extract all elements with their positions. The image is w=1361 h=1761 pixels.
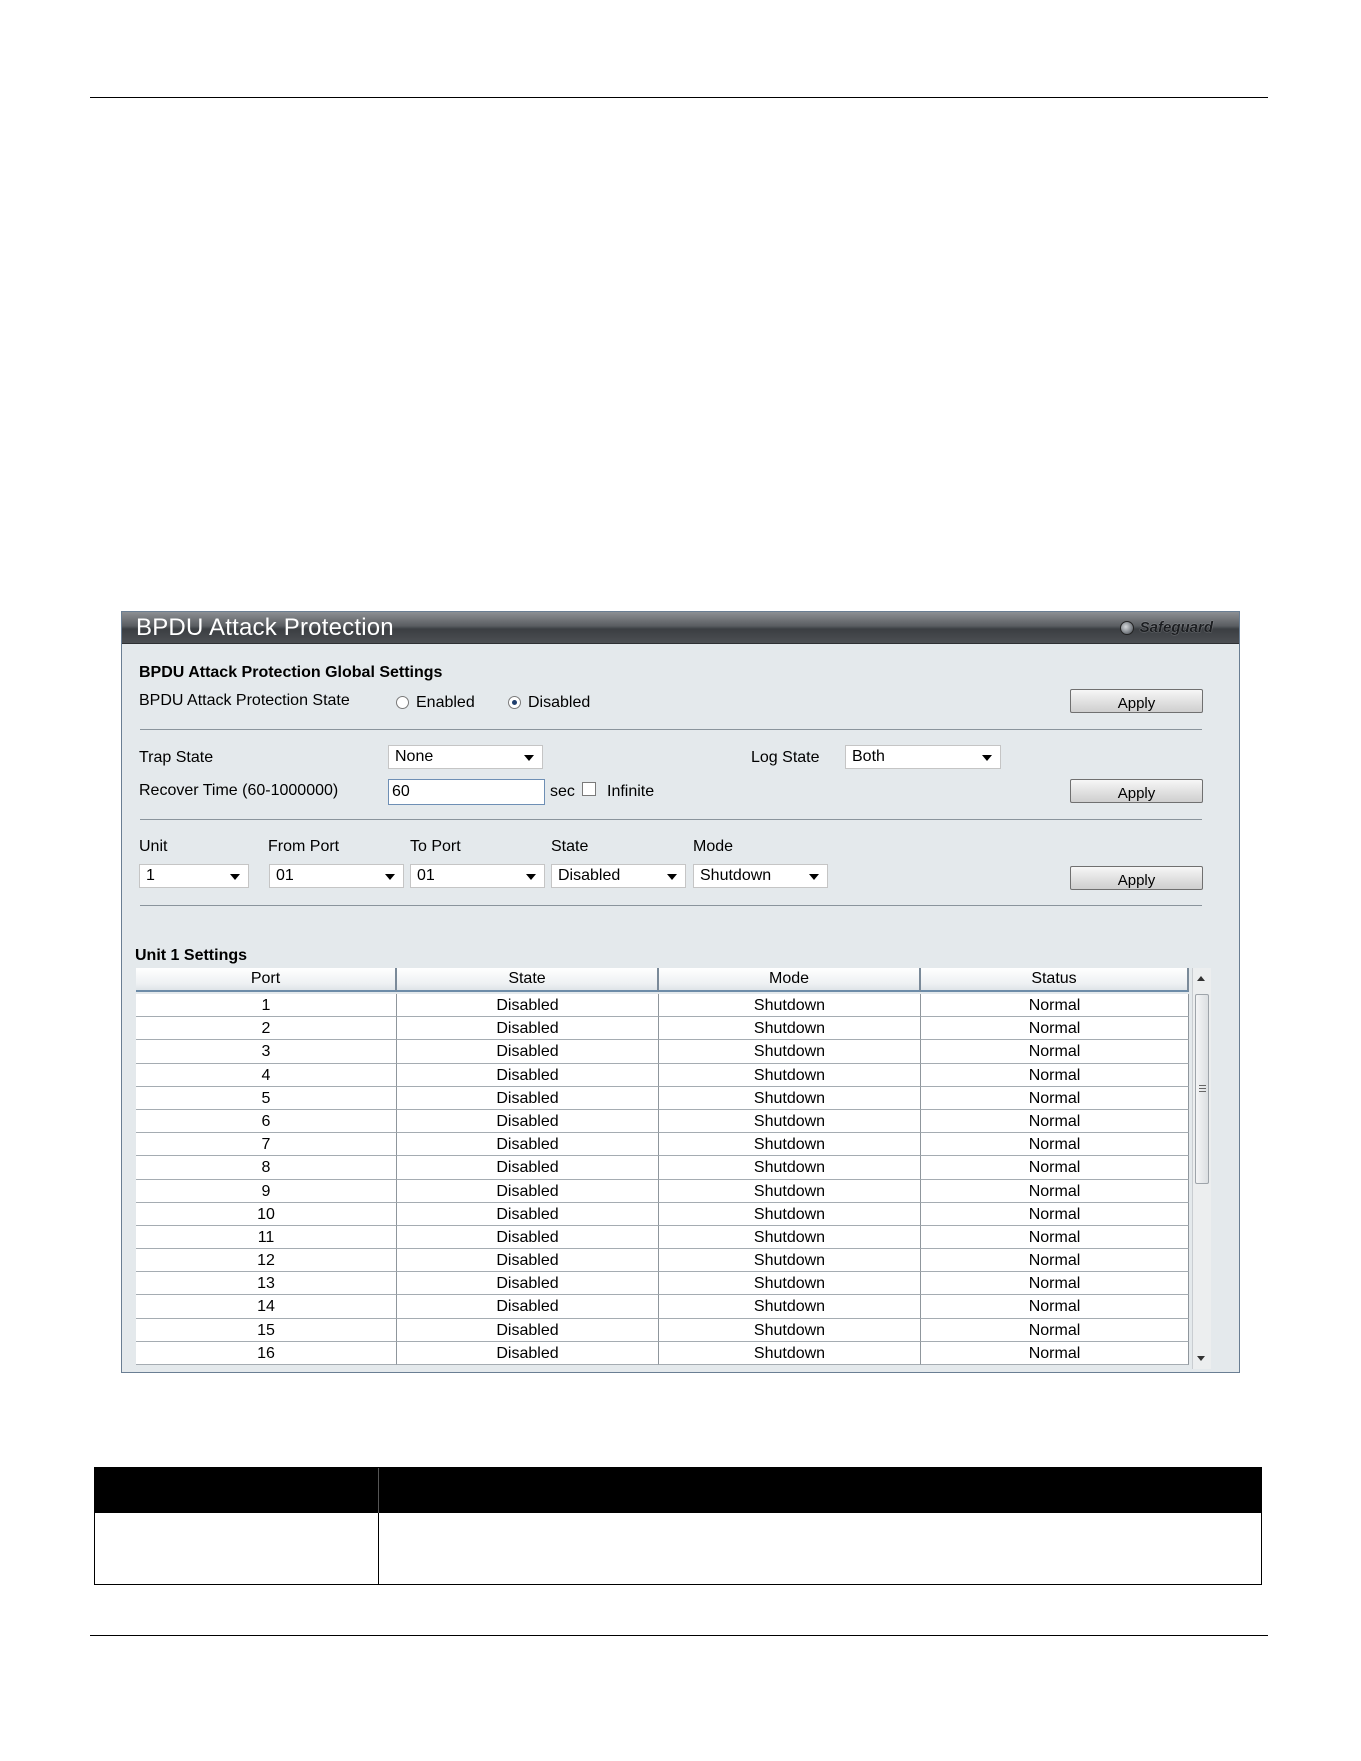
port-cell: 11 [136, 1226, 397, 1249]
global-settings-heading: BPDU Attack Protection Global Settings [139, 664, 443, 681]
chevron-down-icon [524, 755, 534, 761]
recover-time-label: Recover Time (60-1000000) [139, 782, 339, 799]
state-cell: Disabled [397, 1226, 659, 1249]
table-row[interactable] [136, 1064, 1189, 1087]
table-row[interactable] [136, 1249, 1189, 1272]
mode-cell: Shutdown [659, 1249, 921, 1272]
mode-cell: Shutdown [659, 1064, 921, 1087]
description-table-header [95, 1468, 1261, 1513]
log-state-value: Both [852, 748, 885, 765]
mode-cell: Shutdown [659, 1226, 921, 1249]
to-port-value: 01 [417, 867, 435, 884]
status-cell: Normal [921, 994, 1189, 1017]
state-cell: Disabled [397, 1272, 659, 1295]
table-row[interactable] [136, 1319, 1189, 1342]
state-cell: Disabled [397, 1295, 659, 1318]
enabled-radio[interactable] [396, 696, 409, 709]
table-row[interactable] [136, 1156, 1189, 1179]
table-row[interactable] [136, 1087, 1189, 1110]
from-port-select[interactable] [269, 864, 404, 888]
disabled-radio-label[interactable]: Disabled [528, 694, 591, 711]
state-select[interactable] [551, 864, 686, 888]
safeguard-label: Safeguard [1139, 619, 1213, 636]
mode-cell: Shutdown [659, 1272, 921, 1295]
bpdu-attack-protection-panel [121, 611, 1240, 1373]
mode-cell: Shutdown [659, 1295, 921, 1318]
safeguard-badge [1120, 619, 1213, 636]
mode-cell: Shutdown [659, 1133, 921, 1156]
status-cell: Normal [921, 1017, 1189, 1040]
trap-state-value: None [395, 748, 434, 765]
scrollbar-thumb[interactable] [1195, 994, 1209, 1184]
from-port-value: 01 [276, 867, 294, 884]
chevron-down-icon [526, 874, 536, 880]
state-cell: Disabled [397, 1249, 659, 1272]
state-cell: Disabled [397, 1040, 659, 1063]
column-divider [378, 1468, 379, 1513]
recover-time-input[interactable]: 60 [388, 779, 545, 805]
status-cell: Normal [921, 1295, 1189, 1318]
table-scrollbar[interactable] [1192, 968, 1211, 1369]
status-cell: Normal [921, 1203, 1189, 1226]
mode-cell: Shutdown [659, 1156, 921, 1179]
column-header-state[interactable]: State [397, 968, 659, 992]
status-cell: Normal [921, 1040, 1189, 1063]
trap-log-apply-button[interactable]: Apply [1070, 779, 1203, 803]
disabled-radio[interactable] [508, 696, 521, 709]
from-port-label: From Port [268, 838, 340, 855]
state-cell: Disabled [397, 1087, 659, 1110]
mode-cell: Shutdown [659, 1180, 921, 1203]
table-row[interactable] [136, 1110, 1189, 1133]
chevron-down-icon [385, 874, 395, 880]
table-row[interactable] [136, 994, 1189, 1017]
mode-cell: Shutdown [659, 1110, 921, 1133]
chevron-down-icon [809, 874, 819, 880]
separator [140, 905, 1202, 906]
panel-header [122, 612, 1239, 644]
port-cell: 6 [136, 1110, 397, 1133]
table-row[interactable] [136, 1180, 1189, 1203]
trap-state-label: Trap State [139, 749, 214, 766]
safeguard-indicator-icon [1120, 621, 1134, 635]
bottom-rule [90, 1635, 1268, 1636]
state-cell: Disabled [397, 1319, 659, 1342]
state-cell: Disabled [397, 1017, 659, 1040]
state-cell: Disabled [397, 1156, 659, 1179]
port-cell: 4 [136, 1064, 397, 1087]
state-cell: Disabled [397, 1180, 659, 1203]
port-cell: 8 [136, 1156, 397, 1179]
mode-select[interactable] [693, 864, 828, 888]
status-cell: Normal [921, 1180, 1189, 1203]
chevron-down-icon [982, 755, 992, 761]
status-cell: Normal [921, 1319, 1189, 1342]
infinite-label[interactable]: Infinite [607, 783, 655, 800]
port-cell: 13 [136, 1272, 397, 1295]
state-cell: Disabled [397, 1133, 659, 1156]
state-cell: Disabled [397, 1110, 659, 1133]
status-cell: Normal [921, 1249, 1189, 1272]
to-port-select[interactable] [410, 864, 545, 888]
port-cell: 14 [136, 1295, 397, 1318]
unit-value: 1 [146, 867, 155, 884]
status-cell: Normal [921, 1272, 1189, 1295]
column-header-port[interactable]: Port [136, 968, 397, 992]
status-cell: Normal [921, 1156, 1189, 1179]
scroll-up-arrow-icon[interactable] [1197, 976, 1205, 981]
state-label: State [551, 838, 589, 855]
mode-cell: Shutdown [659, 1203, 921, 1226]
chevron-down-icon [230, 874, 240, 880]
chevron-down-icon [667, 874, 677, 880]
log-state-label: Log State [751, 749, 820, 766]
port-settings-apply-button[interactable]: Apply [1070, 866, 1203, 890]
table-row[interactable] [136, 1226, 1189, 1249]
mode-cell: Shutdown [659, 1319, 921, 1342]
status-cell: Normal [921, 1133, 1189, 1156]
separator [140, 819, 1202, 820]
unit-label: Unit [139, 838, 168, 855]
status-cell: Normal [921, 1110, 1189, 1133]
log-state-select[interactable] [845, 745, 1001, 769]
scroll-down-arrow-icon[interactable] [1197, 1356, 1205, 1361]
table-row[interactable] [136, 1342, 1189, 1365]
port-cell: 10 [136, 1203, 397, 1226]
unit-settings-table-body [136, 994, 1189, 1369]
description-table [94, 1467, 1262, 1585]
trap-state-select[interactable] [388, 745, 543, 769]
state-value: Disabled [558, 867, 621, 884]
status-cell: Normal [921, 1226, 1189, 1249]
table-row[interactable] [136, 1017, 1189, 1040]
infinite-checkbox[interactable] [582, 782, 596, 796]
table-row[interactable] [136, 1203, 1189, 1226]
top-rule [90, 97, 1268, 98]
mode-cell: Shutdown [659, 1040, 921, 1063]
column-header-status[interactable]: Status [921, 968, 1189, 992]
port-cell: 15 [136, 1319, 397, 1342]
table-header [136, 968, 1189, 992]
port-cell: 1 [136, 994, 397, 1017]
port-cell: 12 [136, 1249, 397, 1272]
port-cell: 16 [136, 1342, 397, 1365]
mode-cell: Shutdown [659, 1017, 921, 1040]
unit-select[interactable] [139, 864, 249, 888]
panel-title: BPDU Attack Protection [136, 614, 394, 641]
mode-label: Mode [693, 838, 734, 855]
table-row[interactable] [136, 1133, 1189, 1156]
protection-state-label: BPDU Attack Protection State [139, 692, 350, 709]
state-cell: Disabled [397, 1203, 659, 1226]
global-apply-button[interactable]: Apply [1070, 689, 1203, 713]
grip-icon [1199, 1085, 1206, 1092]
status-cell: Normal [921, 1342, 1189, 1365]
mode-value: Shutdown [700, 867, 772, 884]
table-row[interactable] [136, 1272, 1189, 1295]
status-cell: Normal [921, 1087, 1189, 1110]
status-cell: Normal [921, 1064, 1189, 1087]
port-cell: 2 [136, 1017, 397, 1040]
state-cell: Disabled [397, 994, 659, 1017]
unit-settings-heading: Unit 1 Settings [135, 947, 248, 964]
table-row[interactable] [136, 1295, 1189, 1318]
mode-cell: Shutdown [659, 1342, 921, 1365]
port-cell: 9 [136, 1180, 397, 1203]
column-header-mode[interactable]: Mode [659, 968, 921, 992]
port-cell: 5 [136, 1087, 397, 1110]
enabled-radio-label[interactable]: Enabled [416, 694, 475, 711]
sec-unit-label: sec [550, 783, 575, 800]
state-cell: Disabled [397, 1064, 659, 1087]
port-cell: 7 [136, 1133, 397, 1156]
table-row[interactable] [136, 1040, 1189, 1063]
port-cell: 3 [136, 1040, 397, 1063]
to-port-label: To Port [410, 838, 461, 855]
mode-cell: Shutdown [659, 1087, 921, 1110]
mode-cell: Shutdown [659, 994, 921, 1017]
state-cell: Disabled [397, 1342, 659, 1365]
separator [140, 729, 1202, 730]
